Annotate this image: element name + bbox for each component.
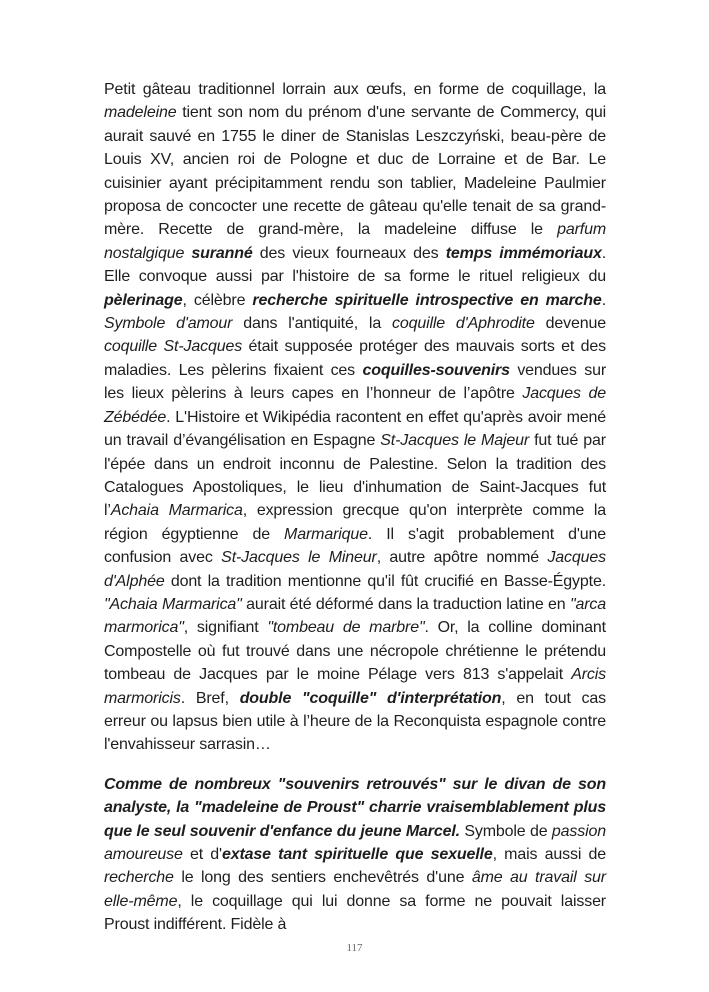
- emphasis-strong: coquilles-souvenirs: [362, 361, 510, 379]
- text-run: , en tout cas erreur ou lapsus bien utile à l’heure de la Reconquista espagnole contre l'envahisseur sarrasin…: [104, 689, 606, 754]
- text-run: le long des sentiers enchevêtrés d'une: [173, 869, 472, 887]
- emphasis: Arcis marmoricis: [104, 666, 606, 707]
- text-run: . L'Histoire et Wikipédia racontent en effet qu'après avoir mené un travail d’évangélisation en Espagne: [104, 408, 606, 450]
- emphasis-strong: Comme de nombreux "souvenirs retrouvés" sur le divan de son analyste, la "madeleine de Proust" charrie vraisemblablement plus que le seul souvenir d'enfance du jeune Marcel.: [104, 775, 606, 840]
- emphasis-strong: temps immémoriaux: [445, 244, 602, 262]
- text-run: . Bref,: [180, 689, 240, 707]
- emphasis: coquille St-Jacques: [104, 338, 243, 356]
- body-text: [104, 78, 606, 937]
- emphasis-strong: suranné: [191, 244, 253, 262]
- text-run: tient son nom du prénom d'une servante de Commercy, qui aurait sauvé en 1755 le diner de Stanislas Leszczyński, beau-père de Louis XV, ancien roi de Pologne et duc de Lorraine et de Bar. Le cuisinier ayant précipitamment rendu son tablier, Madeleine Paulmier proposa de concocter une recette de gâteau qu'elle tenait de sa grand-mère. Recette de grand-mère, la madeleine diffuse le: [104, 104, 606, 239]
- text-run: . Il s'agit probablement d'une confusion avec: [104, 525, 607, 567]
- page-number: 117: [346, 942, 363, 954]
- emphasis: passion amoureuse: [104, 822, 606, 863]
- text-run: . Elle convoque aussi par l'histoire de sa forme le rituel religieux du: [104, 244, 606, 286]
- emphasis-strong: double "coquille" d'interprétation: [239, 689, 502, 707]
- emphasis: St-Jacques le Mineur: [221, 549, 377, 567]
- emphasis: Jacques d'Alphée: [104, 549, 606, 590]
- text-run: Symbole de: [459, 822, 552, 840]
- emphasis: Jacques de Zébédée: [104, 385, 606, 426]
- emphasis: madeleine: [104, 104, 177, 122]
- text-run: devenue: [534, 315, 606, 333]
- paragraph: [104, 78, 606, 757]
- text-run: et d': [182, 846, 222, 863]
- emphasis: âme au travail sur elle-même: [104, 869, 606, 910]
- emphasis: Symbole d'amour: [104, 315, 233, 333]
- emphasis: recherche: [104, 869, 174, 887]
- text-run: Petit gâteau traditionnel lorrain aux œufs, en forme de coquillage, la: [104, 81, 606, 98]
- emphasis: "Achaia Marmarica": [104, 595, 242, 613]
- emphasis: "tombeau de marbre": [267, 619, 425, 637]
- emphasis-strong: pèlerinage: [104, 291, 183, 309]
- text-run: , mais aussi de: [492, 846, 606, 863]
- text-run: des vieux fourneaux des: [252, 244, 446, 262]
- text-run: , expression grecque qu'on interprète comme la région égyptienne de: [104, 502, 607, 543]
- text-run: dont la tradition mentionne qu'il fût crucifié en Basse-Égypte.: [164, 572, 606, 590]
- text-run: , le coquillage qui lui donne sa forme ne pouvait laisser Proust indifférent. Fidèle à: [104, 892, 606, 934]
- text-run: .: [601, 291, 606, 309]
- emphasis: parfum nostalgique: [104, 221, 606, 262]
- text-run: , célèbre: [182, 291, 253, 309]
- text-run: vendues sur les lieux pèlerins à leurs capes en l’honneur de l’apôtre: [104, 361, 606, 403]
- emphasis: "arca marmorica": [104, 595, 606, 637]
- text-run: . Or, la colline dominant Compostelle où fut trouvé dans une nécropole chrétienne le prétendu tombeau de Jacques par le moine Pélage vers 813 s'appelait: [104, 619, 606, 684]
- emphasis: coquille d'Aphrodite: [391, 315, 535, 333]
- text-run: , signifiant: [183, 619, 268, 637]
- text-run: , autre apôtre nommé: [376, 549, 548, 567]
- paragraph: [104, 773, 606, 937]
- text-run: dans l'antiquité, la: [232, 315, 392, 333]
- emphasis: Marmarique: [284, 525, 368, 543]
- text-run: aurait été déformé dans la traduction latine en: [241, 595, 570, 613]
- text-run: fut tué par l'épée dans un endroit inconnu de Palestine. Selon la tradition des Catalogues Apostoliques, le lieu d'inhumation de Saint-Jacques fut l’: [104, 432, 606, 520]
- text-run: était supposée protéger des mauvais sorts et des maladies. Les pèlerins fixaient ces: [104, 338, 606, 379]
- emphasis: St-Jacques le Majeur: [380, 432, 530, 450]
- emphasis-strong: recherche spirituelle introspective en marche: [252, 291, 602, 309]
- emphasis-strong: extase tant spirituelle que sexuelle: [221, 846, 493, 863]
- emphasis: Achaia Marmarica: [110, 502, 243, 520]
